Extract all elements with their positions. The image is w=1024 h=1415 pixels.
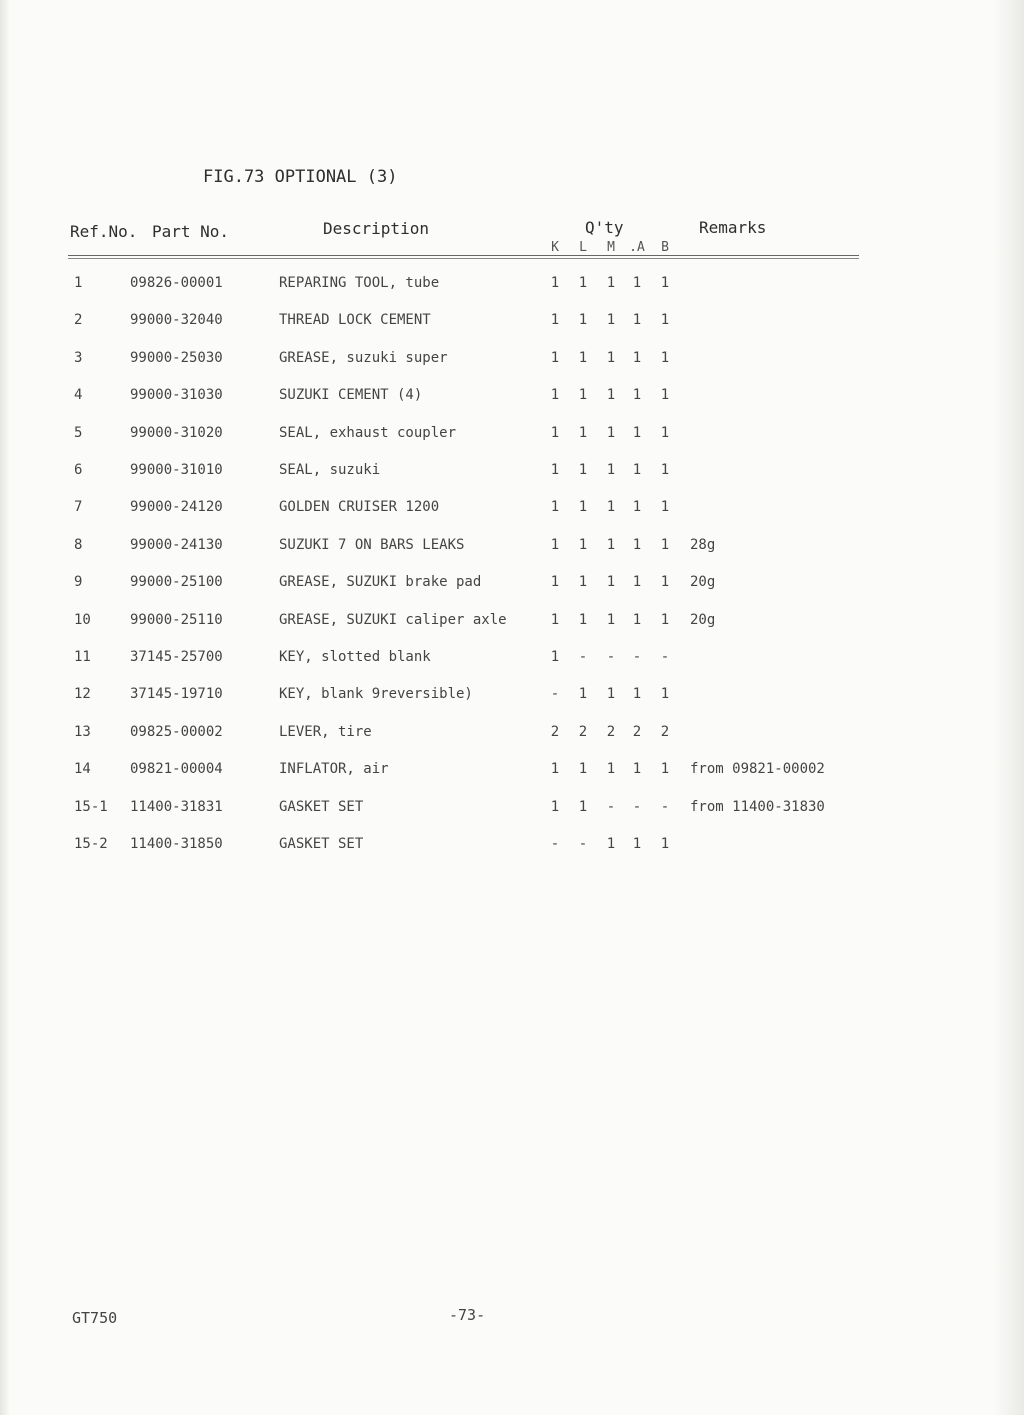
remarks-cell: from 09821-00002	[690, 761, 825, 777]
table-row	[0, 686, 1024, 710]
qty-cell: -	[578, 649, 588, 665]
qty-cell: 1	[578, 761, 588, 777]
qty-cell: 1	[660, 836, 670, 852]
table-row	[0, 387, 1024, 411]
description-cell: SUZUKI 7 ON BARS LEAKS	[279, 537, 465, 553]
header-rule	[68, 255, 859, 256]
qty-cell: 1	[660, 499, 670, 515]
ref-no-cell: 15-1	[74, 799, 108, 815]
remarks-cell: 28g	[690, 537, 716, 553]
qty-cell: 2	[550, 724, 560, 740]
qty-cell: 2	[578, 724, 588, 740]
qty-cell: -	[550, 686, 560, 702]
qty-cell: 1	[606, 312, 616, 328]
ref-no-cell: 1	[74, 275, 83, 291]
table-row	[0, 275, 1024, 299]
ref-no-cell: 15-2	[74, 836, 108, 852]
qty-cell: 1	[578, 537, 588, 553]
description-cell: SEAL, exhaust coupler	[279, 425, 457, 441]
part-no-cell: 99000-25110	[130, 612, 223, 628]
part-no-cell: 37145-25700	[130, 649, 223, 665]
qty-cell: 1	[578, 462, 588, 478]
ref-no-cell: 8	[74, 537, 83, 553]
description-cell: GREASE, SUZUKI caliper axle	[279, 612, 507, 628]
part-no-cell: 09825-00002	[130, 724, 223, 740]
qty-cell: 1	[632, 312, 642, 328]
qty-cell: 1	[660, 686, 670, 702]
qty-cell: 1	[660, 350, 670, 366]
qty-cell: 1	[578, 312, 588, 328]
qty-cell: 1	[550, 612, 560, 628]
description-cell: KEY, blank 9reversible)	[279, 686, 473, 702]
qty-cell: 1	[660, 612, 670, 628]
qty-cell: 1	[550, 275, 560, 291]
qty-cell: -	[606, 649, 616, 665]
qty-cell: -	[660, 799, 670, 815]
description-cell: THREAD LOCK CEMENT	[279, 312, 431, 328]
qty-cell: 1	[632, 387, 642, 403]
description-cell: SUZUKI CEMENT (4)	[279, 387, 423, 403]
qty-cell: 1	[660, 761, 670, 777]
qty-cell: -	[632, 649, 642, 665]
table-row	[0, 537, 1024, 561]
qty-cell: 1	[632, 761, 642, 777]
table-row	[0, 836, 1024, 860]
table-row	[0, 350, 1024, 374]
qty-cell: 1	[550, 761, 560, 777]
qty-cell: 1	[578, 686, 588, 702]
qty-cell: 1	[606, 275, 616, 291]
remarks-cell: 20g	[690, 612, 716, 628]
description-cell: INFLATOR, air	[279, 761, 389, 777]
qty-cell: 1	[578, 387, 588, 403]
qty-cell: 1	[606, 462, 616, 478]
qty-cell: 1	[660, 387, 670, 403]
qty-cell: 1	[550, 312, 560, 328]
qty-cell: -	[660, 649, 670, 665]
part-no-cell: 11400-31850	[130, 836, 223, 852]
ref-no-cell: 4	[74, 387, 83, 403]
page-number: -73-	[449, 1306, 486, 1324]
description-cell: GASKET SET	[279, 836, 364, 852]
qty-cell: 1	[606, 499, 616, 515]
part-no-cell: 99000-32040	[130, 312, 223, 328]
part-no-cell: 99000-25030	[130, 350, 223, 366]
description-cell: REPARING TOOL, tube	[279, 275, 440, 291]
header-qty: Q'ty	[585, 218, 624, 237]
qty-cell: 1	[632, 499, 642, 515]
description-cell: SEAL, suzuki	[279, 462, 381, 478]
qty-cell: 1	[632, 462, 642, 478]
ref-no-cell: 2	[74, 312, 83, 328]
ref-no-cell: 14	[74, 761, 91, 777]
qty-cell: 1	[606, 537, 616, 553]
qty-cell: 1	[550, 649, 560, 665]
header-ref-no: Ref.No.	[70, 222, 138, 241]
table-row	[0, 312, 1024, 336]
header-description: Description	[323, 219, 429, 238]
qty-column-b: B	[661, 240, 669, 255]
table-row	[0, 574, 1024, 598]
part-no-cell: 99000-31010	[130, 462, 223, 478]
qty-cell: 2	[606, 724, 616, 740]
qty-cell: 1	[578, 275, 588, 291]
qty-cell: 1	[606, 350, 616, 366]
qty-cell: 1	[578, 499, 588, 515]
qty-cell: 1	[550, 387, 560, 403]
qty-cell: -	[632, 799, 642, 815]
qty-column-m: M	[607, 240, 615, 255]
qty-cell: 1	[578, 350, 588, 366]
part-no-cell: 99000-24120	[130, 499, 223, 515]
header-rule-double	[68, 258, 859, 259]
header-part-no: Part No.	[152, 222, 230, 241]
description-cell: GREASE, SUZUKI brake pad	[279, 574, 482, 590]
qty-cell: 1	[632, 836, 642, 852]
qty-column-l: L	[579, 240, 587, 255]
ref-no-cell: 5	[74, 425, 83, 441]
table-row	[0, 799, 1024, 823]
qty-cell: 1	[632, 425, 642, 441]
ref-no-cell: 3	[74, 350, 83, 366]
ref-no-cell: 13	[74, 724, 91, 740]
qty-cell: 1	[550, 499, 560, 515]
part-no-cell: 09821-00004	[130, 761, 223, 777]
qty-cell: 1	[660, 462, 670, 478]
qty-cell: 1	[660, 425, 670, 441]
ref-no-cell: 6	[74, 462, 83, 478]
part-no-cell: 37145-19710	[130, 686, 223, 702]
qty-column-k: K	[551, 240, 559, 255]
qty-cell: 1	[578, 799, 588, 815]
remarks-cell: 20g	[690, 574, 716, 590]
qty-cell: -	[606, 799, 616, 815]
qty-cell: 1	[550, 799, 560, 815]
qty-cell: 1	[660, 275, 670, 291]
table-row	[0, 462, 1024, 486]
qty-cell: 1	[578, 612, 588, 628]
qty-cell: 1	[606, 612, 616, 628]
qty-cell: 1	[632, 537, 642, 553]
qty-cell: 1	[606, 425, 616, 441]
part-no-cell: 99000-25100	[130, 574, 223, 590]
qty-cell: 1	[606, 761, 616, 777]
ref-no-cell: 11	[74, 649, 91, 665]
footer-model: GT750	[72, 1309, 118, 1327]
table-row	[0, 649, 1024, 673]
qty-cell: 1	[578, 574, 588, 590]
table-row	[0, 724, 1024, 748]
qty-cell: 1	[660, 537, 670, 553]
part-no-cell: 11400-31831	[130, 799, 223, 815]
qty-cell: 1	[550, 574, 560, 590]
qty-cell: 1	[550, 350, 560, 366]
header-remarks: Remarks	[699, 218, 767, 237]
qty-cell: 1	[550, 425, 560, 441]
qty-column-a: .A	[629, 240, 645, 255]
qty-cell: 1	[606, 836, 616, 852]
qty-cell: 1	[578, 425, 588, 441]
qty-cell: 1	[550, 462, 560, 478]
table-row	[0, 761, 1024, 785]
description-cell: KEY, slotted blank	[279, 649, 431, 665]
qty-cell: 2	[660, 724, 670, 740]
ref-no-cell: 12	[74, 686, 91, 702]
description-cell: LEVER, tire	[279, 724, 372, 740]
description-cell: GOLDEN CRUISER 1200	[279, 499, 440, 515]
qty-cell: 1	[606, 686, 616, 702]
qty-cell: 1	[660, 574, 670, 590]
qty-cell: 1	[606, 387, 616, 403]
qty-cell: 1	[606, 574, 616, 590]
part-no-cell: 99000-31030	[130, 387, 223, 403]
qty-cell: 2	[632, 724, 642, 740]
part-no-cell: 99000-24130	[130, 537, 223, 553]
description-cell: GASKET SET	[279, 799, 364, 815]
table-row	[0, 499, 1024, 523]
qty-cell: 1	[550, 537, 560, 553]
table-row	[0, 612, 1024, 636]
table-row	[0, 425, 1024, 449]
qty-cell: 1	[632, 275, 642, 291]
qty-cell: 1	[632, 574, 642, 590]
qty-cell: -	[578, 836, 588, 852]
qty-cell: 1	[660, 312, 670, 328]
qty-cell: -	[550, 836, 560, 852]
ref-no-cell: 9	[74, 574, 83, 590]
qty-cell: 1	[632, 350, 642, 366]
description-cell: GREASE, suzuki super	[279, 350, 448, 366]
qty-cell: 1	[632, 686, 642, 702]
part-no-cell: 99000-31020	[130, 425, 223, 441]
ref-no-cell: 10	[74, 612, 91, 628]
part-no-cell: 09826-00001	[130, 275, 223, 291]
qty-cell: 1	[632, 612, 642, 628]
remarks-cell: from 11400-31830	[690, 799, 825, 815]
ref-no-cell: 7	[74, 499, 83, 515]
page-title: FIG.73 OPTIONAL (3)	[203, 167, 398, 187]
